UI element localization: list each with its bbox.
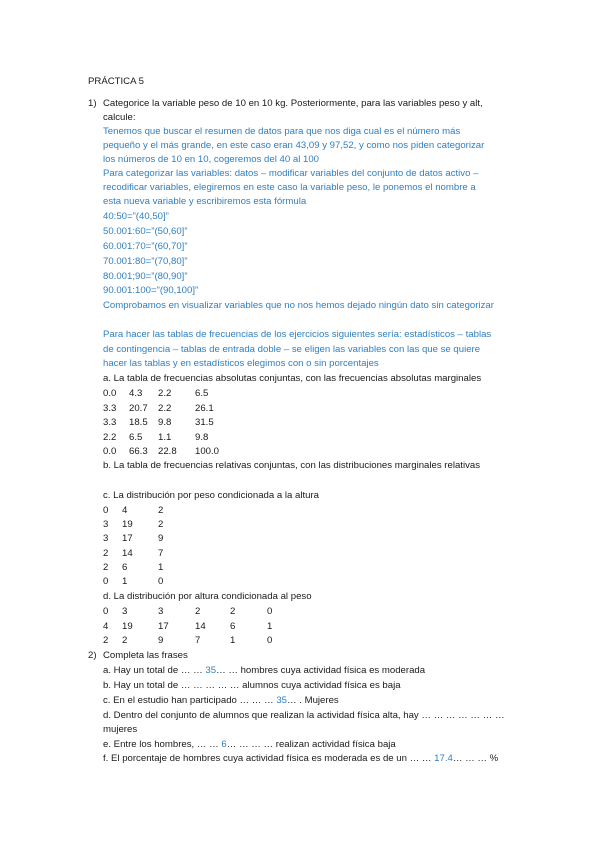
sentence-c: c. En el estudio han participado … … … 35… . Mujeres bbox=[103, 695, 339, 706]
recode-formula-line: 70.001:80=”(70,80]” bbox=[103, 256, 188, 267]
question-1-text-cont: calcule: bbox=[103, 112, 136, 123]
instructions-line: de contingencia – tablas de entrada doble – se eligen las variables con las que se quiere bbox=[103, 344, 481, 355]
document-page: PRÁCTICA 5 1) Categorice la variable peso de 10 en 10 kg. Posteriormente, para las variables peso y alt, calcule: Tenemos que buscar el resumen de datos para que nos diga cual es el número más pequeño y el más grande, en este caso eran 43,09 y 97,52, y como nos piden categorizar los números de 10 en 10, cogeremos del 40 al 100 Para categorizar las variables: datos – modificar variables del conjunto de datos activo – recodificar variables, elegiremos en este caso la variable peso, le ponemos el nombre a esta nueva variable y escribiremos esta fórmula 40:50=”(40,50]” 50.001:60=”(50,60]” 60.001:70=”(60,70]” 70.001:80=”(70,80]” 80.001;90=”(80,90]” 90.001:100=”(90,100]” Comprobamos en visualizar variables que no nos hemos dejado ningún dato sin categorizar Para hacer las tablas de frecuencias de los ejercicios siguientes sería: estadísticos – tablas de contingencia – tablas de entrada doble – se eligen las variables con las que se quiere hacer las tablas y en estadísticos elegimos con o sin porcentajes a. La tabla de frecuencias absolutas conjuntas, con las frecuencias absolutas marginales 0.0 4.3 2.2 6.5 3.3 20.7 2.2 26.1 3.3 18.5 9.8 31.5 2.2 6.5 1.1 9.8 0.0 66.3 22.8 100.0 b. La tabla de frecuencias relativas conjuntas, con las distribuciones marginales relativas c. La distribución por peso condicionada a la altura 0 4 2 3 19 2 3 17 9 2 14 7 2 6 1 0 1 0 d. La distribución por altura condicionada al peso 0 3 3 2 2 0 4 19 17 14 6 1 2 2 9 7 1 0 2) Completa las frases a. Hay un total de … … 35… … hombres cuya actividad física es moderada b. Hay un total de … … … … … alumnos cuya actividad física es baja c. En el estudio han participado … … … 35… . Mujeres d. Dentro del conjunto de alumnos que realizan la actividad física alta, hay … … … … … … … mujeres e. Entre los hombres, … … 6… … … … realizan actividad física baja f. El porcentaje de hombres cuya actividad física es moderada es de un … … 17.4… … … % bbox=[88, 76, 505, 764]
part-d-label: d. La distribución por altura condicionada al peso bbox=[103, 591, 312, 602]
question-1-text: Categorice la variable peso de 10 en 10 kg. Posteriormente, para las variables peso y alt, bbox=[103, 98, 483, 109]
page-title: PRÁCTICA 5 bbox=[88, 76, 144, 87]
answer-a: 35 bbox=[205, 665, 217, 676]
recode-formula-line: 50.001:60=”(50,60]” bbox=[103, 226, 188, 237]
sentence-e: e. Entre los hombres, … … 6… … … … realizan actividad física baja bbox=[103, 739, 396, 750]
part-b-label: b. La tabla de frecuencias relativas conjuntas, con las distribuciones marginales relativas bbox=[103, 460, 481, 471]
sentence-d: d. Dentro del conjunto de alumnos que realizan la actividad física alta, hay … … … … … … … bbox=[103, 710, 505, 721]
part-c-label: c. La distribución por peso condicionada a la altura bbox=[103, 490, 319, 501]
check-note: Comprobamos en visualizar variables que no nos hemos dejado ningún dato sin categorizar bbox=[103, 300, 494, 311]
instructions-line: Para hacer las tablas de frecuencias de los ejercicios siguientes sería: estadísticos – tablas bbox=[103, 329, 492, 340]
instructions-line: hacer las tablas y en estadísticos elegimos con o sin porcentajes bbox=[103, 358, 379, 369]
sentence-a: a. Hay un total de … … 35… … hombres cuya actividad física es moderada bbox=[103, 665, 426, 676]
answer-e: 6 bbox=[221, 739, 227, 750]
question-1-number: 1) bbox=[88, 98, 97, 109]
recode-formula-line: 60.001:70=”(60,70]” bbox=[103, 241, 188, 252]
answer-c: 35 bbox=[276, 695, 287, 706]
explanation-line: Tenemos que buscar el resumen de datos para que nos diga cual es el número más bbox=[103, 126, 461, 137]
sentence-b: b. Hay un total de … … … … … alumnos cuya actividad física es baja bbox=[103, 680, 401, 691]
sentence-d-cont: mujeres bbox=[103, 724, 138, 735]
explanation-line: pequeño y el más grande, en este caso eran 43,09 y 97,52, y como nos piden categorizar bbox=[103, 140, 485, 151]
recode-formula-line: 40:50=”(40,50]” bbox=[103, 211, 169, 222]
question-2-heading: Completa las frases bbox=[103, 650, 188, 661]
answer-f: 17.4 bbox=[434, 753, 453, 764]
explanation-line: los números de 10 en 10, cogeremos del 40 al 100 bbox=[103, 154, 319, 165]
explanation-line: Para categorizar las variables: datos – modificar variables del conjunto de datos activo – bbox=[103, 168, 479, 179]
question-2-number: 2) bbox=[88, 650, 97, 661]
explanation-line: esta nueva variable y escribiremos esta fórmula bbox=[103, 196, 307, 207]
recode-formula-line: 90.001:100=”(90,100]” bbox=[103, 285, 199, 296]
recode-formula-line: 80.001;90=”(80,90]” bbox=[103, 271, 188, 282]
explanation-line: recodificar variables, elegiremos en este caso la variable peso, le ponemos el nombre a bbox=[103, 182, 476, 193]
part-a-label: a. La tabla de frecuencias absolutas conjuntas, con las frecuencias absolutas marginales bbox=[103, 373, 482, 384]
sentence-f: f. El porcentaje de hombres cuya actividad física es moderada es de un … … 17.4… … … % bbox=[103, 753, 499, 764]
